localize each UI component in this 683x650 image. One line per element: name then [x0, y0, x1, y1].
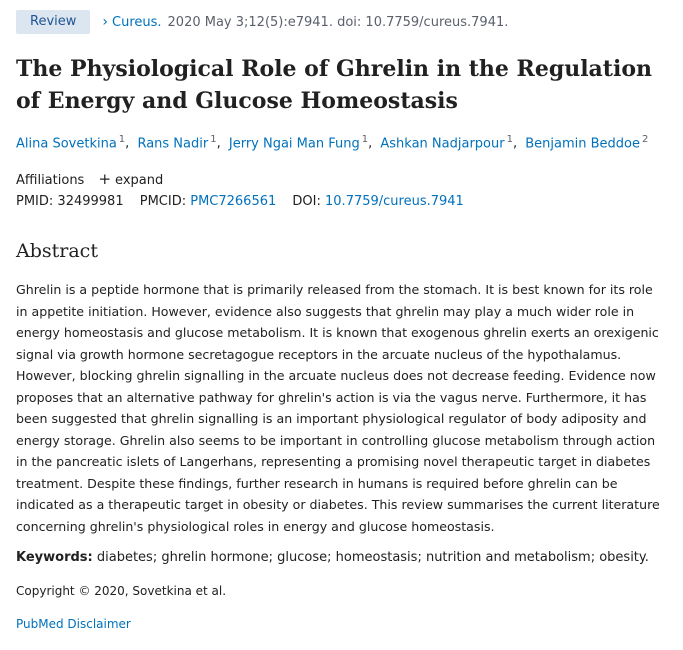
- copyright-text: Copyright © 2020, Sovetkina et al.: [16, 584, 227, 598]
- affiliation-ref[interactable]: 1: [506, 134, 513, 145]
- chevron-right-icon: ›: [102, 14, 108, 30]
- affiliations-row: [16, 170, 163, 188]
- expand-label: expand: [115, 173, 164, 188]
- keywords-label: Keywords:: [16, 550, 93, 565]
- affiliation-ref[interactable]: 1: [361, 134, 369, 145]
- author-link[interactable]: Rans Nadir: [137, 136, 209, 152]
- abstract-heading: Abstract: [16, 240, 98, 262]
- pmcid-label: PMCID:: [139, 194, 187, 209]
- affiliations-label: Affiliations: [16, 173, 85, 188]
- author-link[interactable]: Ashkan Nadjarpour: [380, 136, 505, 152]
- author-link[interactable]: Alina Sovetkina: [16, 136, 117, 152]
- keywords-row: [16, 550, 649, 565]
- affiliation-ref[interactable]: 2: [642, 134, 649, 145]
- journal-link[interactable]: Cureus.: [112, 14, 162, 30]
- citation-line: [16, 10, 508, 34]
- author-link[interactable]: Jerry Ngai Man Fung: [228, 136, 360, 152]
- publication-type-badge: Review: [16, 10, 90, 34]
- pmid-label: PMID:: [16, 194, 54, 209]
- affiliation-ref[interactable]: 1: [210, 134, 217, 145]
- abstract-text: Ghrelin is a peptide hormone that is primarily released from the stomach. It is best known for its role in appetite initiation. However, evidence also suggests that ghrelin may play a much wider role in energy homeostasis and glucose metabolism. It is known that exogenous ghrelin exerts an orexigenic signal via growth hormone secretagogue receptors in the arcuate nucleus of the hypothalamus. However, blocking ghrelin signalling in the arcuate nucleus does not decrease feeding. Evidence now proposes that an alternative pathway for ghrelin's action is via the vagus nerve. Furthermore, it has been suggested that ghrelin signalling is an important physiological regulator of body adiposity and energy storage. Ghrelin also seems to be important in controlling glucose metabolism through action in the pancreatic islets of Langerhans, representing a promising novel therapeutic target in diabetes treatment. Despite these findings, further research in humans is required before ghrelin can be indicated as a therapeutic target in obesity or diabetes. This review summarises the current literature concerning ghrelin's physiological roles in energy and glucose homeostasis.: [16, 282, 660, 534]
- authors-list: Alina Sovetkina $^1$, Rans Nadir $^1$, Jerry Ngai Man Fung $^1$, Ashkan Nadjarpour $^1$, Benjamin Beddoe $^2$: [16, 134, 649, 152]
- identifiers-row: [16, 194, 464, 209]
- author-link[interactable]: Benjamin Beddoe: [525, 136, 641, 152]
- doi-label: DOI:: [292, 194, 321, 209]
- pubmed-disclaimer-link[interactable]: PubMed Disclaimer: [16, 617, 131, 631]
- expand-affiliations-button[interactable]: [98, 170, 164, 188]
- doi-link[interactable]: 10.7759/cureus.7941: [325, 194, 464, 209]
- plus-icon: +: [98, 170, 112, 188]
- affiliation-ref[interactable]: 1: [118, 134, 126, 145]
- citation-details: 2020 May 3;12(5):e7941. doi: 10.7759/cureus.7941.: [167, 14, 509, 30]
- keywords-text: diabetes; ghrelin hormone; glucose; homeostasis; nutrition and metabolism; obesity.: [96, 550, 649, 565]
- pmcid-link[interactable]: PMC7266561: [190, 194, 277, 209]
- pmid-value: 32499981: [57, 194, 124, 209]
- article-title: The Physiological Role of Ghrelin in the Regulation of Energy and Glucose Homeostasis: [16, 56, 652, 114]
